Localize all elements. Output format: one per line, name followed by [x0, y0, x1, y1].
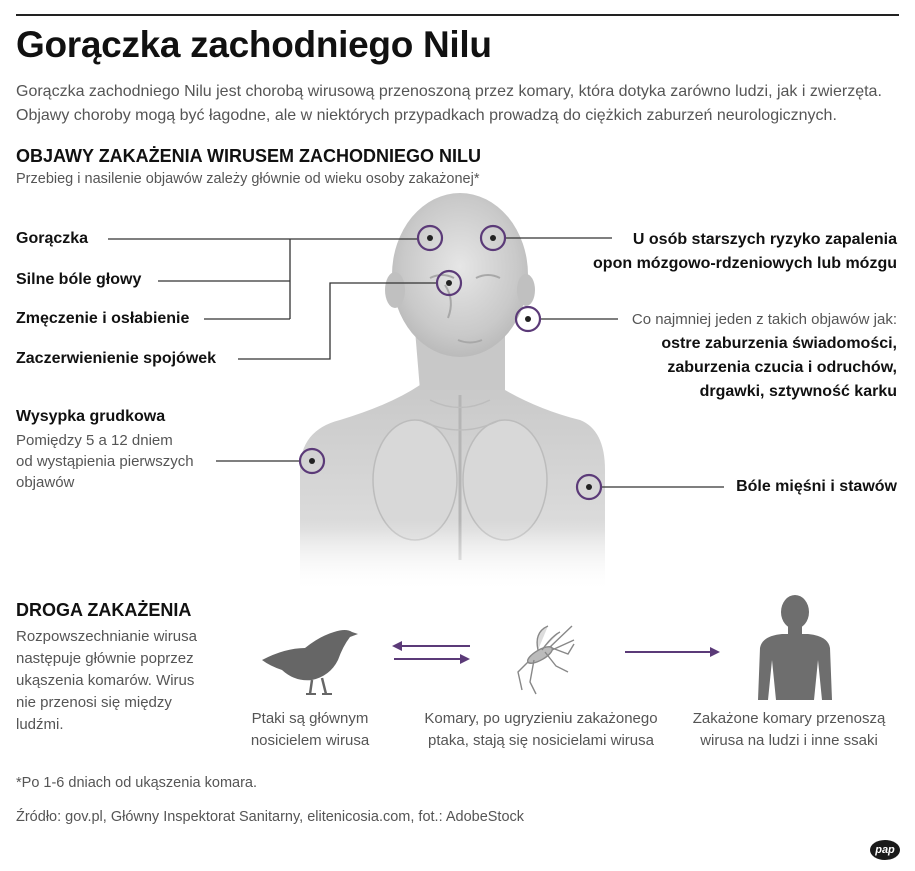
symptom-muscle: Bóle mięśni i stawów — [736, 478, 897, 495]
neuro-intro: Co najmniej jeden z takich objawów jak: — [631, 311, 897, 328]
route-description: Rozpowszechnianie wirusa następuje głównie poprzez ukąszenia komarów. Wirus nie przenosi się między ludźmi. — [16, 628, 197, 733]
bird-icon — [262, 630, 358, 694]
symptom-rash-desc: Pomiędzy 5 a 12 dniem od wystąpienia pierwszych objawów — [16, 432, 194, 491]
footnote: *Po 1-6 dniach od ukąszenia komara. — [16, 775, 258, 791]
symptom-eyes: Zaczerwienienie spojówek — [16, 350, 217, 367]
route-section-title: DROGA ZAKAŻENIA — [16, 600, 192, 620]
caption-mosquito: Komary, po ugryzieniu zakażonego ptaka, stają się nosicielami wirusa — [424, 710, 658, 749]
human-silhouette-icon — [758, 595, 832, 700]
symptom-rash-title: Wysypka grudkowa — [16, 408, 166, 425]
intro-line-2: Objawy choroby mogą być łagodne, ale w niektórych przypadkach prowadzą do ciężkich zaburzeń neurologicznych. — [16, 107, 837, 124]
source: Źródło: gov.pl, Główny Inspektorat Sanitarny, elitenicosia.com, fot.: AdobeStock — [16, 809, 525, 825]
neuro-symptoms: ostre zaburzenia świadomości, zaburzenia czucia i odruchów, drgawki, sztywność karku — [661, 335, 897, 400]
symptom-fever: Gorączka — [16, 230, 89, 247]
arrow-icon — [392, 641, 470, 664]
caption-bird: Ptaki są głównym nosicielem wirusa — [250, 710, 370, 749]
caption-human: Zakażone komary przenoszą wirusa na ludzi i inne ssaki — [692, 710, 886, 749]
symptoms-section-title: OBJAWY ZAKAŻENIA WIRUSEM ZACHODNIEGO NILU — [16, 146, 482, 166]
symptom-headache: Silne bóle głowy — [16, 271, 142, 288]
symptoms-section-subtitle: Przebieg i nasilenie objawów zależy głównie od wieku osoby zakażonej* — [16, 171, 480, 187]
symptom-fatigue: Zmęczenie i osłabienie — [16, 310, 190, 327]
mosquito-icon — [518, 626, 574, 694]
page-title: Gorączka zachodniego Nilu — [16, 24, 492, 65]
arrow-icon — [625, 647, 720, 657]
symptom-elderly-risk: U osób starszych ryzyko zapalenia opon mózgowo-rdzeniowych lub mózgu — [593, 231, 897, 272]
intro-line-1: Gorączka zachodniego Nilu jest chorobą wirusową przenoszoną przez komary, która dotyka zarówno ludzi, jak i zwierzęta. — [16, 83, 882, 100]
pap-logo: pap — [870, 840, 900, 860]
